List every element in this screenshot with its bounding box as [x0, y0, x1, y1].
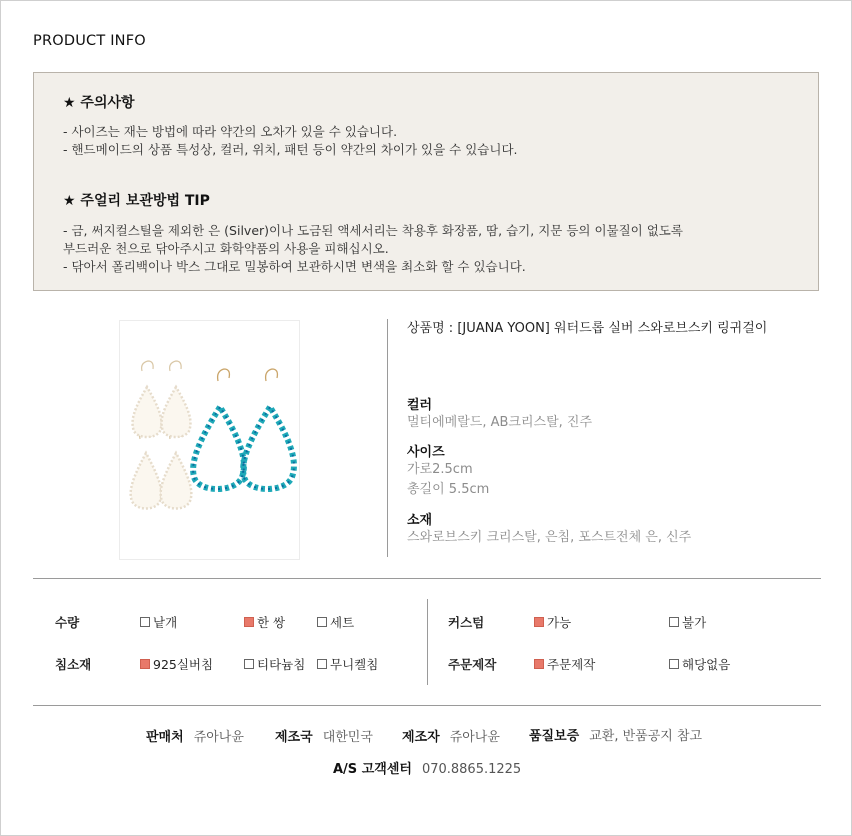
product-name: 상품명 : [JUANA YOON] 워터드롭 실버 스와로브스키 링귀걸이 — [407, 321, 768, 336]
option-label-order: 주문제작 — [448, 657, 497, 672]
option-order-none: 해당없음 — [669, 655, 730, 673]
option-label-custom: 커스텀 — [448, 615, 485, 630]
notice-box — [33, 72, 819, 291]
spec-label: 컬러 — [407, 398, 433, 413]
option-needle-nickelfree: 무니켈침 — [317, 655, 378, 673]
checkbox-checked-icon — [244, 617, 254, 627]
footer-seller: 판매처 쥬아나윤 — [146, 730, 244, 745]
option-needle-silver: 925실버침 — [140, 655, 213, 673]
care-lines — [63, 222, 683, 276]
checkbox-icon — [317, 617, 327, 627]
divider — [33, 705, 821, 706]
option-qty-set: 세트 — [317, 613, 354, 631]
care-line: 부드러운 천으로 닦아주시고 화학약품의 사용을 피해십시오. — [63, 241, 389, 256]
checkbox-checked-icon — [534, 659, 544, 669]
footer-warranty: 품질보증 교환, 반품공지 참고 — [529, 729, 703, 744]
footer-as-center: A/S 고객센터 070.8865.1225 — [333, 762, 522, 777]
checkbox-icon — [669, 617, 679, 627]
caution-line: - 핸드메이드의 상품 특성상, 컬러, 위치, 패턴 등이 약간의 차이가 있을 수 있습니다. — [63, 142, 518, 157]
option-label-needle: 침소재 — [55, 657, 92, 672]
divider — [387, 319, 388, 557]
option-label-qty: 수량 — [55, 615, 80, 630]
care-line: - 금, 써지컬스틸을 제외한 은 (Silver)이나 도금된 액세서리는 착용후 화장품, 땀, 습기, 지문 등의 이물질이 없도록 — [63, 223, 683, 238]
divider — [33, 578, 821, 579]
spec-color — [407, 394, 592, 433]
care-line: - 닦아서 폴리백이나 박스 그대로 밀봉하여 보관하시면 변색을 최소화 할 수 있습니다. — [63, 259, 526, 274]
checkbox-checked-icon — [534, 617, 544, 627]
section-title: PRODUCT INFO — [33, 33, 146, 49]
spec-label: 사이즈 — [407, 445, 445, 460]
notice-heading-caution: ★ 주의사항 — [63, 95, 135, 111]
footer-maker: 제조자 쥬아나윤 — [402, 730, 500, 745]
option-needle-titanium: 티타늄침 — [244, 655, 305, 673]
earrings-illustration — [120, 321, 299, 559]
option-qty-single: 낱개 — [140, 613, 177, 631]
option-custom-yes: 가능 — [534, 613, 571, 631]
option-custom-no: 불가 — [669, 613, 706, 631]
spec-value: 멀티에메랄드, AB크리스탈, 진주 — [407, 415, 593, 430]
spec-label: 소재 — [407, 513, 433, 528]
notice-heading-care: ★ 주얼리 보관방법 TIP — [63, 193, 210, 209]
checkbox-icon — [669, 659, 679, 669]
spec-value: 가로2.5cm — [407, 462, 473, 477]
footer-country: 제조국 대한민국 — [275, 730, 373, 745]
spec-size — [407, 441, 489, 500]
spec-material — [407, 509, 691, 548]
product-image — [119, 320, 300, 560]
divider — [427, 599, 428, 685]
option-order-made: 주문제작 — [534, 655, 595, 673]
option-qty-pair: 한 쌍 — [244, 613, 285, 631]
checkbox-icon — [317, 659, 327, 669]
caution-lines — [63, 123, 518, 159]
spec-value: 총길이 5.5cm — [407, 482, 490, 497]
checkbox-checked-icon — [140, 659, 150, 669]
checkbox-icon — [140, 617, 150, 627]
spec-value: 스와로브스키 크리스탈, 은침, 포스트전체 은, 신주 — [407, 530, 692, 545]
checkbox-icon — [244, 659, 254, 669]
caution-line: - 사이즈는 재는 방법에 따라 약간의 오차가 있을 수 있습니다. — [63, 124, 398, 139]
